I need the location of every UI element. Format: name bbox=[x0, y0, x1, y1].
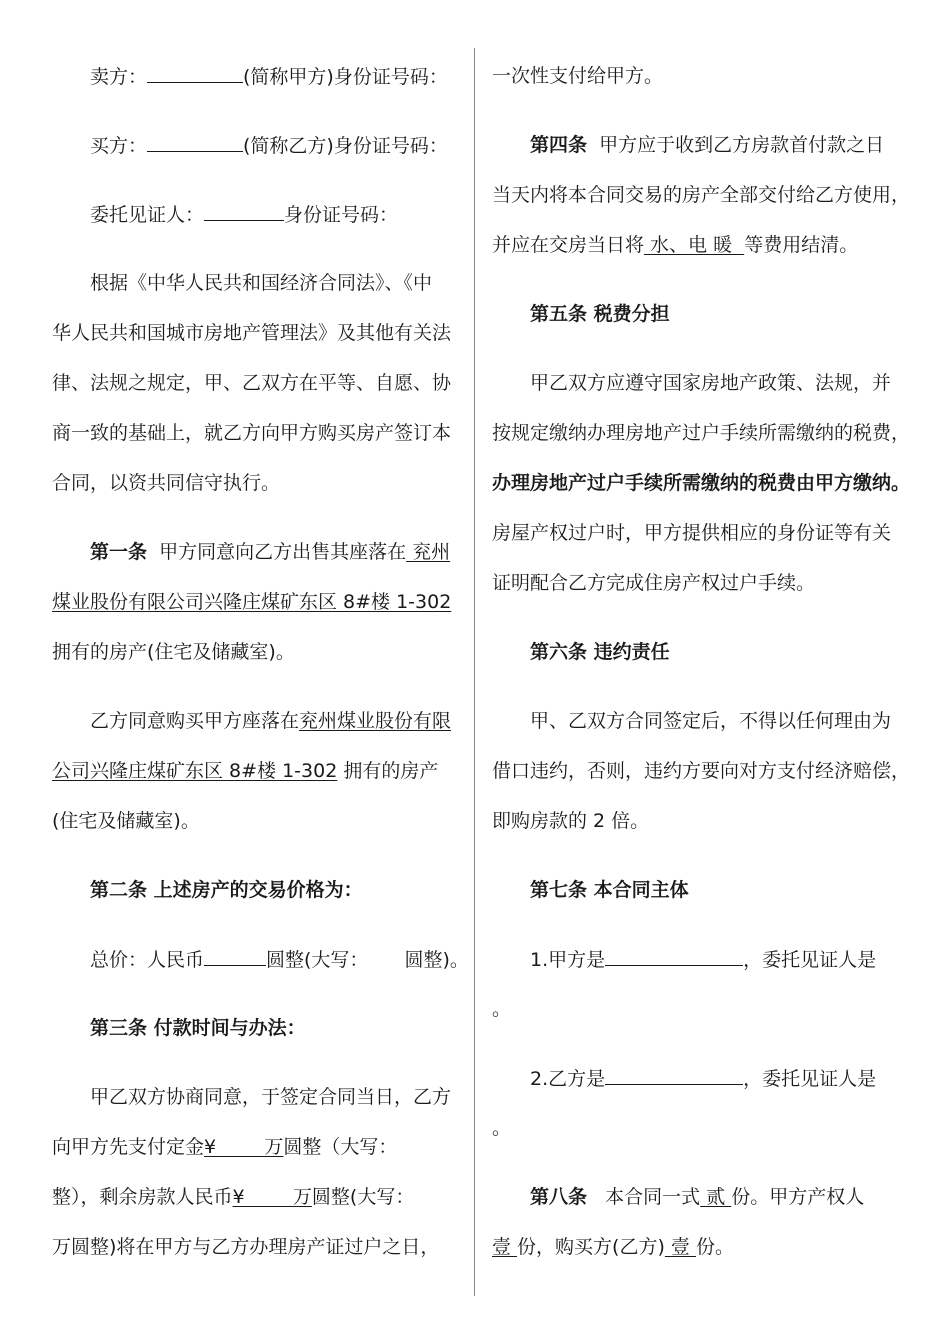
article-6-line: 即购房款的 2 倍。 bbox=[492, 810, 650, 832]
preamble-line: 华人民共和国城市房地产管理法》及其他有关法 bbox=[52, 322, 452, 344]
article-3-line: 整），剩余房款人民币¥ 万圆整(大写： bbox=[52, 1186, 415, 1208]
article-4-line: 并应在交房当日将 水、电 暖 等费用结清。 bbox=[492, 234, 859, 256]
article-5-line: 证明配合乙方完成住房产权过户手续。 bbox=[492, 572, 816, 594]
preamble-line: 合同，以资共同信守执行。 bbox=[52, 472, 281, 494]
article-3-line: 向甲方先支付定金¥ 万圆整（大写： bbox=[52, 1136, 398, 1158]
buyer-name-blank[interactable] bbox=[147, 133, 243, 152]
article-3-line: 万圆整)将在甲方与乙方办理房产证过户之日， bbox=[52, 1236, 440, 1258]
party-a-line: 1.甲方是 ，委托见证人是 bbox=[530, 949, 877, 971]
article-1b-line: 乙方同意购买甲方座落在兖州煤业股份有限 bbox=[90, 710, 452, 732]
article-1-address: 煤业股份有限公司兴隆庄煤矿东区 8#楼 1-302 bbox=[52, 591, 452, 613]
article-6-line: 甲、乙双方合同签定后，不得以任何理由为 bbox=[530, 710, 892, 732]
article-5-line: 按规定缴纳办理房地产过户手续所需缴纳的税费， bbox=[492, 422, 911, 444]
article-5-line: 办理房地产过户手续所需缴纳的税费由甲方缴纳。 bbox=[492, 472, 911, 494]
witness-line: 委托见证人： 身份证号码： bbox=[90, 204, 399, 226]
article-8-line: 壹 份，购买方(乙方) 壹 份。 bbox=[492, 1236, 734, 1258]
article-7-title: 第七条 本合同主体 bbox=[530, 879, 689, 901]
article-8-line: 第八条 本合同一式 贰 份。甲方产权人 bbox=[530, 1186, 865, 1208]
article-5-line: 房屋产权过户时，甲方提供相应的身份证等有关 bbox=[492, 522, 892, 544]
article-1-title: 第一条 bbox=[90, 541, 148, 563]
seller-line: 卖方： (简称甲方)身份证号码： bbox=[90, 66, 448, 88]
article-5-title: 第五条 税费分担 bbox=[530, 303, 670, 325]
article-1b-line: 公司兴隆庄煤矿东区 8#楼 1-302 拥有的房产 bbox=[52, 760, 439, 782]
buyer-line: 买方： (简称乙方)身份证号码： bbox=[90, 135, 448, 157]
preamble-line: 律、法规之规定，甲、乙双方在平等、自愿、协 bbox=[52, 372, 452, 394]
price-blank[interactable] bbox=[204, 947, 266, 966]
deposit-amount-blank[interactable]: ¥ 万 bbox=[204, 1136, 284, 1158]
article-3-title: 第三条 付款时间与办法： bbox=[90, 1017, 306, 1039]
party-a-blank[interactable] bbox=[605, 947, 743, 966]
preamble-line: 根据《中华人民共和国经济合同法》、《中 bbox=[90, 272, 433, 294]
party-b-line: 2.乙方是 ，委托见证人是 bbox=[530, 1068, 877, 1090]
witness-name-blank[interactable] bbox=[204, 202, 284, 221]
column-divider bbox=[474, 48, 475, 1296]
article-6-line: 借口违约，否则，违约方要向对方支付经济赔偿， bbox=[492, 760, 911, 782]
preamble-line: 商一致的基础上，就乙方向甲方购买房产签订本 bbox=[52, 422, 452, 444]
price-line: 总价：人民币 圆整(大写： 圆整)。 bbox=[90, 949, 469, 971]
party-a-end: 。 bbox=[492, 998, 512, 1020]
party-b-blank[interactable] bbox=[605, 1066, 743, 1085]
article-2-title: 第二条 上述房产的交易价格为： bbox=[90, 879, 363, 901]
article-1-line: 拥有的房产(住宅及储藏室)。 bbox=[52, 641, 295, 663]
party-b-end: 。 bbox=[492, 1117, 512, 1139]
article-4-line: 当天内将本合同交易的房产全部交付给乙方使用， bbox=[492, 184, 911, 206]
article-4-title: 第四条 bbox=[530, 134, 588, 156]
article-6-title: 第六条 违约责任 bbox=[530, 641, 670, 663]
continuation-line: 一次性支付给甲方。 bbox=[492, 65, 664, 87]
article-1b-line: (住宅及储藏室)。 bbox=[52, 810, 200, 832]
article-8-title: 第八条 bbox=[530, 1186, 588, 1208]
seller-name-blank[interactable] bbox=[147, 64, 243, 83]
article-1-line: 第一条 甲方同意向乙方出售其座落在 兖州 bbox=[90, 541, 451, 563]
balance-amount-blank[interactable]: ¥ 万 bbox=[232, 1186, 312, 1208]
article-5-line: 甲乙双方应遵守国家房地产政策、法规，并 bbox=[530, 372, 892, 394]
article-3-line: 甲乙双方协商同意，于签定合同当日，乙方 bbox=[90, 1086, 452, 1108]
article-4-line: 第四条 甲方应于收到乙方房款首付款之日 bbox=[530, 134, 885, 156]
